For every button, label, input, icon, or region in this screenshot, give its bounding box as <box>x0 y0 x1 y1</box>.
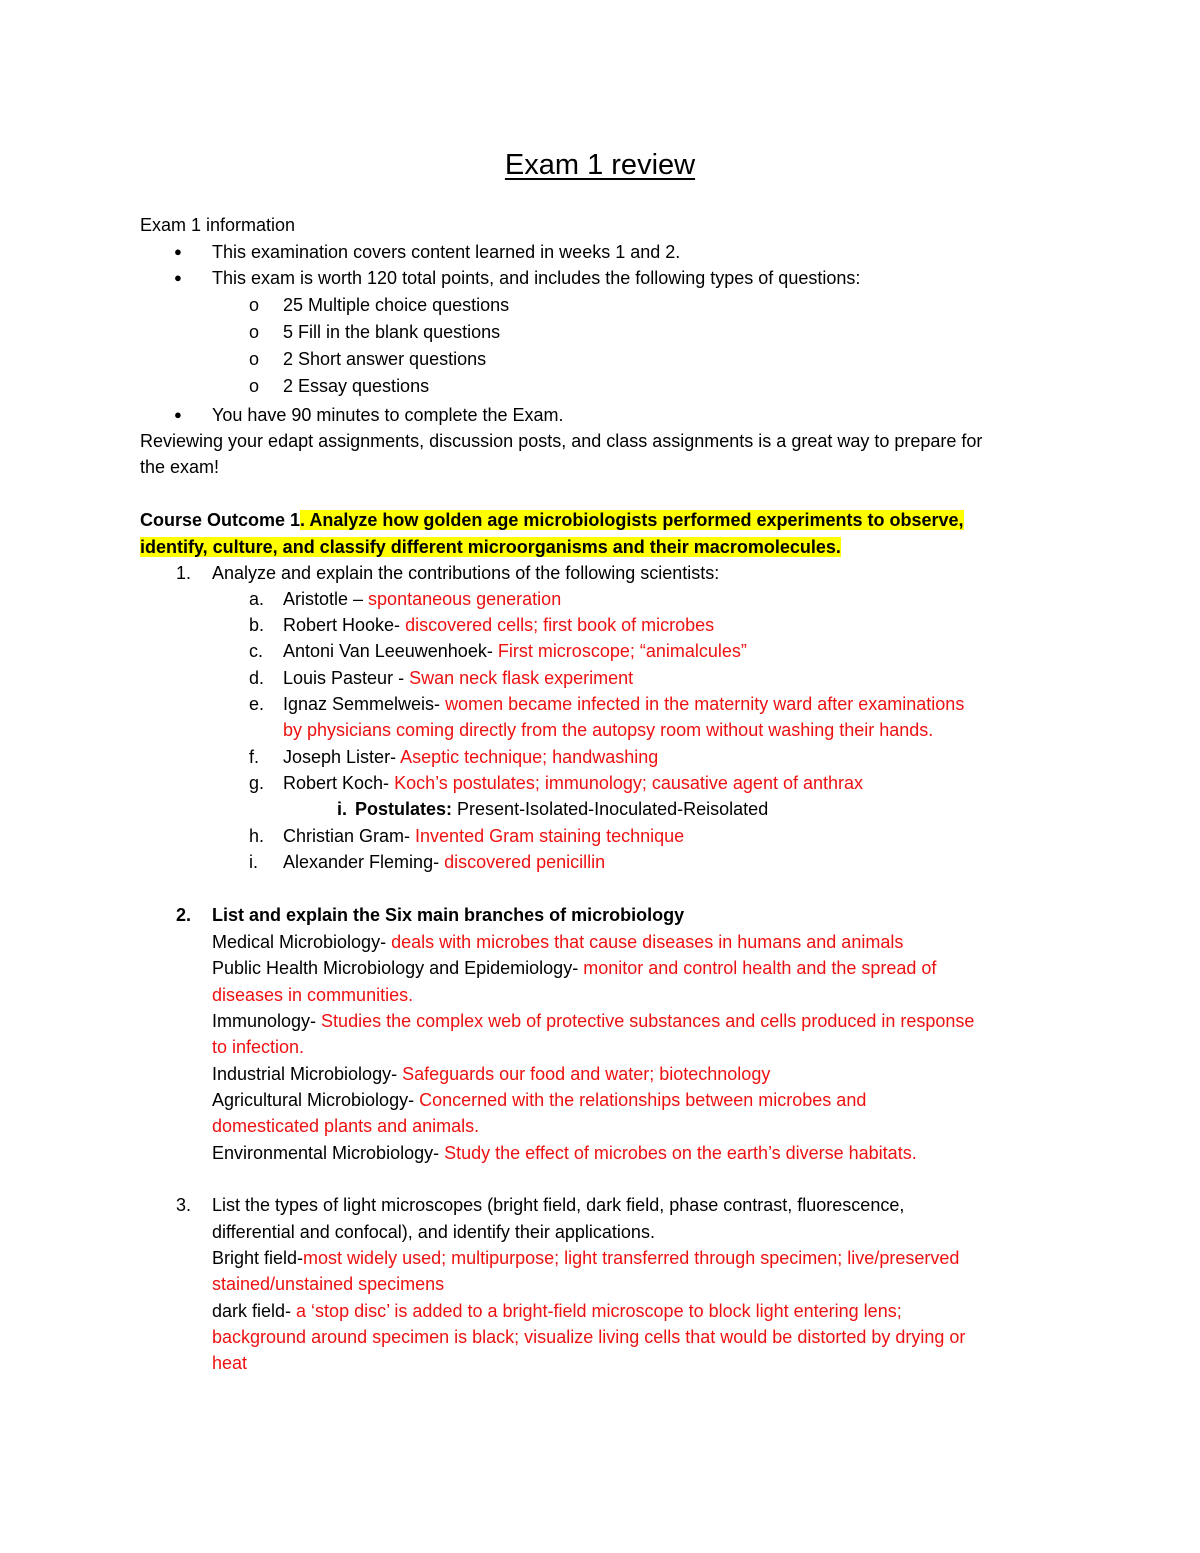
list-marker: a. <box>249 589 265 609</box>
info-heading: Exam 1 information <box>140 215 296 235</box>
scientist-item: Robert Hooke- discovered cells; first book of microbes <box>283 615 715 635</box>
microscope-item-cont: background around specimen is black; visualize living cells that would be distorted by drying or <box>212 1327 966 1347</box>
question-number: 3. <box>176 1195 192 1215</box>
scientist-item-cont: by physicians coming directly from the autopsy room without washing their hands. <box>283 720 934 740</box>
scientist-item: Robert Koch- Koch’s postulates; immunology; causative agent of anthrax <box>283 773 864 793</box>
microscope-item: Bright field-most widely used; multipurpose; light transferred through specimen; live/preserved <box>212 1248 960 1268</box>
branch-item-cont: diseases in communities. <box>212 985 414 1005</box>
review-note: Reviewing your edapt assignments, discussion posts, and class assignments is a great way to prepare for <box>140 431 983 451</box>
scientist-item: Louis Pasteur - Swan neck flask experiment <box>283 668 634 688</box>
branch-item: Agricultural Microbiology- Concerned with the relationships between microbes and <box>212 1090 867 1110</box>
sub-bullet-icon: o <box>249 295 260 315</box>
bullet-icon: ● <box>174 407 182 422</box>
info-bullet-1: This examination covers content learned in weeks 1 and 2. <box>212 242 681 262</box>
bullet-icon: ● <box>174 244 182 259</box>
branch-item: Industrial Microbiology- Safeguards our food and water; biotechnology <box>212 1064 771 1084</box>
scientist-item: Christian Gram- Invented Gram staining technique <box>283 826 685 846</box>
branch-item-cont: to infection. <box>212 1037 305 1057</box>
question-3-text: List the types of light microscopes (bright field, dark field, phase contrast, fluorescence, <box>212 1195 905 1215</box>
course-outcome-cont: identify, culture, and classify different microorganisms and their macromolecules. <box>140 537 841 557</box>
scientist-item: Alexander Fleming- discovered penicillin <box>283 852 606 872</box>
info-bullet-3: You have 90 minutes to complete the Exam. <box>212 405 564 425</box>
sub-item: 2 Short answer questions <box>283 349 487 369</box>
review-note-cont: the exam! <box>140 457 220 477</box>
branch-item: Immunology- Studies the complex web of protective substances and cells produced in response <box>212 1011 975 1031</box>
list-marker: b. <box>249 615 265 635</box>
course-outcome-text: . Analyze how golden age microbiologists performed experiments to observe, <box>300 510 964 530</box>
scientist-item: Joseph Lister- Aseptic technique; handwashing <box>283 747 659 767</box>
list-marker: f. <box>249 747 260 767</box>
list-marker: g. <box>249 773 265 793</box>
question-1-text: Analyze and explain the contributions of the following scientists: <box>212 563 720 583</box>
scientist-item: Aristotle – spontaneous generation <box>283 589 562 609</box>
microscope-item-cont: stained/unstained specimens <box>212 1274 445 1294</box>
microscope-item: dark field- a ‘stop disc’ is added to a bright-field microscope to block light entering lens; <box>212 1301 902 1321</box>
question-number: 1. <box>176 563 192 583</box>
info-bullet-2: This exam is worth 120 total points, and includes the following types of questions: <box>212 268 861 288</box>
list-marker: c. <box>249 641 264 661</box>
branch-item: Environmental Microbiology- Study the effect of microbes on the earth’s diverse habitats. <box>212 1143 917 1163</box>
question-3-text-cont: differential and confocal), and identify their applications. <box>212 1222 655 1242</box>
scientist-item: Ignaz Semmelweis- women became infected in the maternity ward after examinations <box>283 694 965 714</box>
course-outcome <box>140 508 964 532</box>
branch-item: Medical Microbiology- deals with microbes that cause diseases in humans and animals <box>212 932 904 952</box>
question-number: 2. <box>176 905 192 925</box>
sub-item: 2 Essay questions <box>283 376 430 396</box>
sub-bullet-icon: o <box>249 349 260 369</box>
sub-bullet-icon: o <box>249 376 260 396</box>
list-marker: i. <box>249 852 258 872</box>
question-2-text: List and explain the Six main branches of microbiology <box>212 905 685 925</box>
sub-bullet-icon: o <box>249 322 260 342</box>
scientist-item: Antoni Van Leeuwenhoek- First microscope; “animalcules” <box>283 641 747 661</box>
course-outcome-label: Course Outcome 1 <box>140 510 301 530</box>
postulates-item: Postulates: Present-Isolated-Inoculated-Reisolated <box>355 799 769 819</box>
list-marker: d. <box>249 668 265 688</box>
list-marker: e. <box>249 694 265 714</box>
sub-item: 5 Fill in the blank questions <box>283 322 501 342</box>
sub-item: 25 Multiple choice questions <box>283 295 510 315</box>
list-marker: h. <box>249 826 265 846</box>
microscope-item-cont: heat <box>212 1353 248 1373</box>
bullet-icon: ● <box>174 270 182 285</box>
branch-item: Public Health Microbiology and Epidemiology- monitor and control health and the spread of <box>212 958 937 978</box>
list-marker: i. <box>337 799 348 819</box>
page-title: Exam 1 review <box>504 149 696 181</box>
branch-item-cont: domesticated plants and animals. <box>212 1116 480 1136</box>
